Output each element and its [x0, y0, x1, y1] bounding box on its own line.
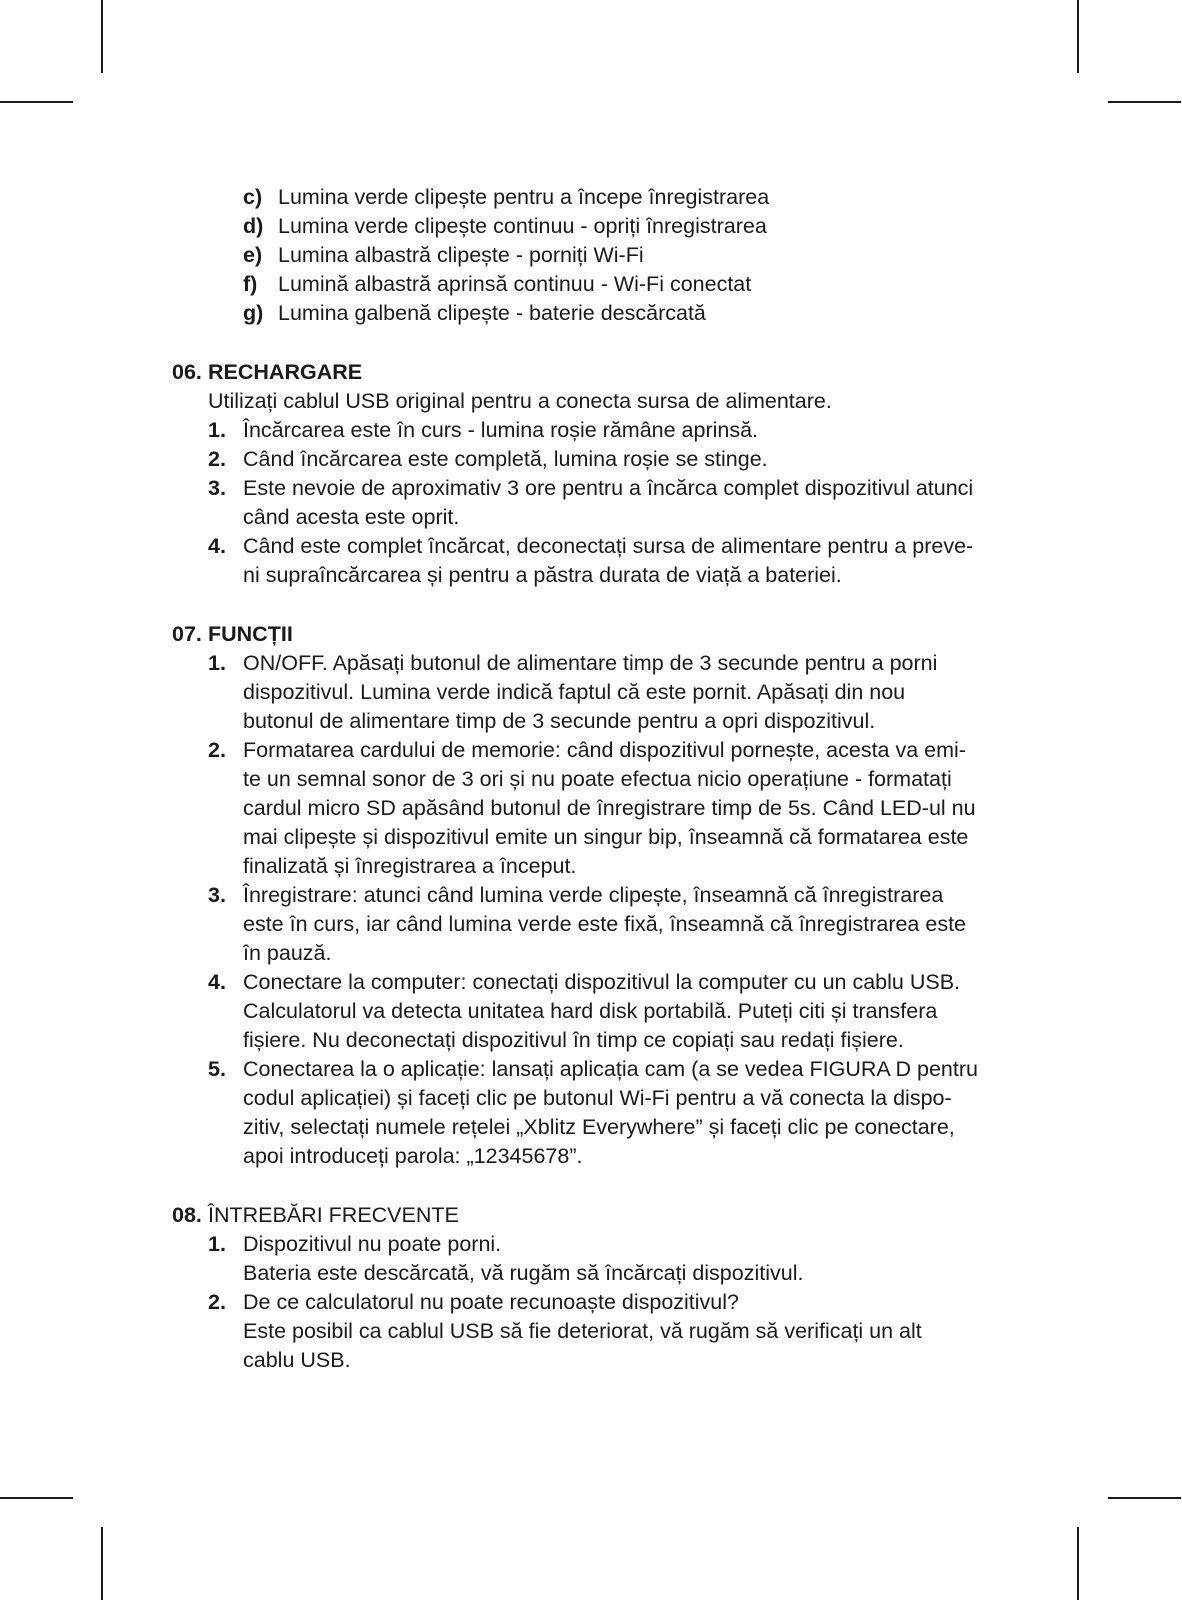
section-intro: Utilizați cablul USB original pentru a conecta sursa de alimentare.	[208, 389, 832, 413]
item-text: butonul de alimentare timp de 3 secunde pentru a opri dispozitivul.	[243, 709, 876, 733]
item-text: Încărcarea este în curs - lumina roșie rămâne aprinsă.	[243, 418, 759, 442]
section-title: RECHARGARE	[208, 360, 363, 384]
item-text: în pauză.	[243, 941, 332, 965]
item-text: cablu USB.	[243, 1348, 351, 1372]
item-text: Bateria este descărcată, vă rugăm să încărcați dispozitivul.	[243, 1261, 804, 1285]
item-number: 3.	[208, 883, 226, 907]
crop-mark	[1108, 1497, 1181, 1499]
crop-mark	[1077, 0, 1079, 73]
item-number: 1.	[208, 1232, 226, 1256]
item-text: finalizată și înregistrarea a început.	[243, 854, 577, 878]
item-number: 1.	[208, 651, 226, 675]
list-item: Lumina albastră clipește - porniți Wi-Fi	[278, 243, 644, 267]
section-title: FUNCȚII	[208, 622, 293, 646]
crop-mark	[101, 1527, 103, 1600]
item-number: 4.	[208, 534, 226, 558]
item-text: codul aplicației) și faceți clic pe butonul Wi-Fi pentru a vă conecta la dispo-	[243, 1086, 952, 1110]
list-item: Lumină albastră aprinsă continuu - Wi-Fi conectat	[278, 272, 752, 296]
item-text: Este posibil ca cablul USB să fie deteriorat, vă rugăm să verificați un alt	[243, 1319, 922, 1343]
item-text: Înregistrare: atunci când lumina verde clipește, înseamnă că înregistrarea	[243, 883, 944, 907]
item-text: dispozitivul. Lumina verde indică faptul că este pornit. Apăsați din nou	[243, 680, 906, 704]
crop-mark	[0, 101, 73, 103]
crop-mark	[0, 1497, 73, 1499]
item-number: 4.	[208, 970, 226, 994]
list-item-label: g)	[243, 301, 264, 325]
item-text: este în curs, iar când lumina verde este fixă, înseamnă că înregistrarea este	[243, 912, 967, 936]
list-item: Lumina verde clipește pentru a începe înregistrarea	[278, 185, 770, 209]
item-text: te un semnal sonor de 3 ori și nu poate efectua nicio operațiune - formatați	[243, 767, 952, 791]
item-text: ni supraîncărcarea și pentru a păstra durata de viață a bateriei.	[243, 563, 842, 587]
crop-mark	[1077, 1527, 1079, 1600]
item-number: 2.	[208, 738, 226, 762]
list-item-label: c)	[243, 185, 263, 209]
section-number: 08.	[172, 1203, 202, 1227]
item-text: Dispozitivul nu poate porni.	[243, 1232, 502, 1256]
item-text: Formatarea cardului de memorie: când dispozitivul pornește, acesta va emi-	[243, 738, 966, 762]
item-text: când acesta este oprit.	[243, 505, 460, 529]
item-text: De ce calculatorul nu poate recunoaște dispozitivul?	[243, 1290, 739, 1314]
item-number: 2.	[208, 447, 226, 471]
list-item-label: e)	[243, 243, 263, 267]
item-number: 3.	[208, 476, 226, 500]
list-item: Lumina verde clipește continuu - opriți înregistrarea	[278, 214, 767, 238]
item-text: cardul micro SD apăsând butonul de înregistrare timp de 5s. Când LED-ul nu	[243, 796, 976, 820]
item-text: Când este complet încărcat, deconectați sursa de alimentare pentru a preve-	[243, 534, 974, 558]
list-item-label: d)	[243, 214, 264, 238]
list-item-label: f)	[243, 272, 258, 296]
crop-mark	[101, 0, 103, 73]
item-text: Când încărcarea este completă, lumina roșie se stinge.	[243, 447, 768, 471]
section-number: 07.	[172, 622, 202, 646]
item-text: Calculatorul va detecta unitatea hard disk portabilă. Puteți citi și transfera	[243, 999, 938, 1023]
item-text: Conectare la computer: conectați dispozitivul la computer cu un cablu USB.	[243, 970, 961, 994]
item-text: Conectarea la o aplicație: lansați aplicația cam (a se vedea FIGURA D pentru	[243, 1057, 978, 1081]
item-text: fișiere. Nu deconectați dispozitivul în timp ce copiați sau redați fișiere.	[243, 1028, 904, 1052]
crop-mark	[1108, 101, 1181, 103]
item-text: Este nevoie de aproximativ 3 ore pentru a încărca complet dispozitivul atunci	[243, 476, 974, 500]
item-number: 5.	[208, 1057, 226, 1081]
item-text: mai clipește și dispozitivul emite un singur bip, înseamnă că formatarea este	[243, 825, 969, 849]
list-item: Lumina galbenă clipește - baterie descărcată	[278, 301, 706, 325]
item-number: 1.	[208, 418, 226, 442]
item-text: zitiv, selectați numele rețelei „Xblitz Everywhere” și faceți clic pe conectare,	[243, 1115, 955, 1139]
section-number: 06.	[172, 360, 202, 384]
item-number: 2.	[208, 1290, 226, 1314]
item-text: apoi introduceți parola: „12345678”.	[243, 1144, 583, 1168]
item-text: ON/OFF. Apăsați butonul de alimentare timp de 3 secunde pentru a porni	[243, 651, 938, 675]
section-title: ÎNTREBĂRI FRECVENTE	[208, 1203, 459, 1227]
